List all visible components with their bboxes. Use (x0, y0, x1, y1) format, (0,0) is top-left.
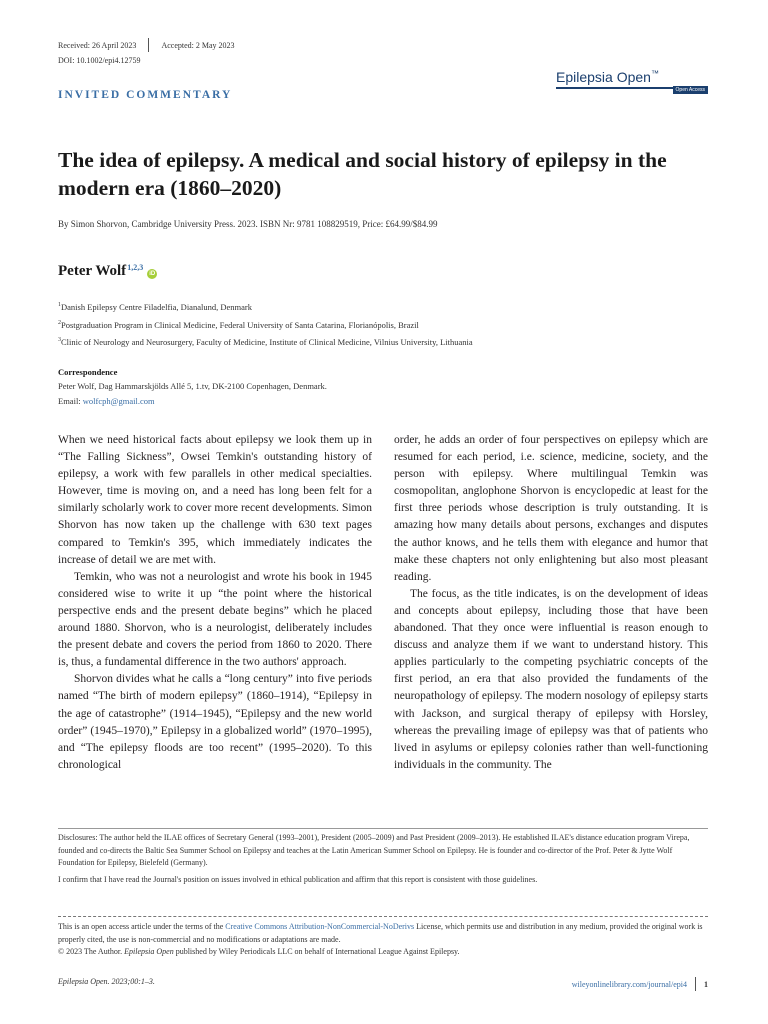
page-footer-right (572, 977, 708, 991)
paragraph: The focus, as the title indicates, is on the development of ideas and concepts about epilepsy, including those that have been abandoned. That they once were influential is reason enough to discuss and analyze them if we want to understand history. This applies particularly to the competing psychiatric concepts of the first period, an era that also provided the fundaments of the neuropathology of epilepsy. The modern nosology of epilepsy starts with Jackson, and surgical therapy of epilepsy with Horsley, whereas the prevailing image of epilepsy was that of patients who lived in asylums or epilepsy colonies rather than well-functioning individuals in the community. The (394, 587, 708, 771)
author-affiliation-refs[interactable]: 1,2,3 (127, 263, 144, 272)
license-link[interactable]: Creative Commons Attribution-NonCommercial-NoDerivs (225, 922, 415, 931)
citation: Epilepsia Open. 2023;00:1–3. (58, 977, 155, 986)
footnote-divider (58, 828, 708, 829)
paragraph: Temkin, who was not a neurologist and wrote his book in 1945 considered wise to write it up “the point where the historical perspective ends and the present debate begins” which he placed around 1880. Shorvon, who is a neurologist, deliberately includes the present debate and covers the period from 1860 to 2020. There is, thus, a fundamental difference in the two authors' approach. (58, 570, 372, 669)
received-date: Received: 26 April 2023 (58, 40, 137, 50)
paragraph: When we need historical facts about epilepsy we look them up in “The Falling Sickness”, Owsei Temkin's outstanding history of epilepsy, a work with few parallels in other medical specialties. However, time is moving on, and a need has long been felt for a similarly scholarly work to cover more recent developments. Simon Shorvon has now taken up the challenge with 630 text pages compared to Temkin's 395, which immediately indicates the increase of detail we are met with. (58, 434, 372, 566)
page-number: 1 (704, 979, 708, 989)
journal-name: Epilepsia Open™ (556, 69, 659, 85)
paragraph: Shorvon divides what he calls a “long century” into five periods named “The birth of modern epilepsy” (1860–1914), “Epilepsy in the age of catastrophe” (1914–1945), “Epilepsy and the new world order” (1945–1970),” Epilepsy in a globalized world” (1970–1995), and “The epilepsy floods are too recent” (1995–2020). To this chronological (58, 673, 372, 771)
body-column-left (58, 432, 372, 774)
license-divider (58, 916, 708, 917)
email-link[interactable]: wolfcph@gmail.com (82, 396, 155, 406)
license-text: This is an open access article under the terms of the Creative Commons Attribution-NonCommercial-NoDerivs License, which permits use and distribution in any medium, provided the original work is properly cited, the use is non-commercial and no modifications or adaptations are made. (58, 922, 703, 944)
doi[interactable]: DOI: 10.1002/epi4.12759 (58, 56, 141, 65)
footnotes (58, 832, 708, 886)
ethics-statement: I confirm that I have read the Journal's position on issues involved in ethical publication and affirm that this report is consistent with those guidelines. (58, 874, 538, 884)
correspondence-email: Email: wolfcph@gmail.com (58, 396, 155, 406)
footer-divider (695, 977, 696, 991)
disclosures: Disclosures: The author held the ILAE offices of Secretary General (1993–2001), President (2005–2009) and Past President (2009–2013). He established ILAE's distance education program Virepa, founded and co-directs the Baltic Sea Summer School on Epilepsy and teaches at the Latin American Summer School on Epilepsy. He is founder and co-director of the Prof. Peter & Jytte Wolf Foundation for Epilepsy, Bielefeld (Germany). (58, 833, 690, 867)
open-access-badge: Open Access (673, 86, 708, 94)
section-label: INVITED COMMENTARY (58, 89, 233, 101)
affiliation-2: $^2$Postgraduation Program in Clinical Medicine, Federal University of Santa Catarina, Florianópolis, Brazil (58, 320, 419, 330)
orcid-icon[interactable]: iD (149, 271, 156, 277)
author-name[interactable]: Peter Wolf (58, 263, 127, 279)
article-title: The idea of epilepsy. A medical and social history of epilepsy in the modern era (1860–2020) (58, 148, 667, 200)
author (58, 263, 157, 280)
affiliation-1: $^1$Danish Epilepsy Centre Filadelfia, Dianalund, Denmark (58, 302, 252, 312)
affiliation-3: $^3$Clinic of Neurology and Neurosurgery, Faculty of Medicine, Institute of Clinical Medicine, Vilnius University, Lithuania (58, 337, 473, 347)
correspondence-address: Peter Wolf, Dag Hammarskjölds Allé 5, 1.tv, DK-2100 Copenhagen, Denmark. (58, 381, 327, 391)
accepted-date: Accepted: 2 May 2023 (161, 40, 235, 50)
body-column-right (394, 432, 708, 774)
journal-logo-bar (556, 87, 708, 93)
book-byline: By Simon Shorvon, Cambridge University Press. 2023. ISBN Nr: 9781 108829519, Price: £64.99/$84.99 (58, 219, 438, 229)
correspondence-heading: Correspondence (58, 367, 118, 377)
journal-url[interactable]: wileyonlinelibrary.com/journal/epi4 (571, 979, 687, 989)
journal-logo (556, 69, 708, 93)
copyright-text: © 2023 The Author. Epilepsia Open published by Wiley Periodicals LLC on behalf of International League Against Epilepsy. (58, 947, 460, 956)
paragraph: order, he adds an order of four perspectives on epilepsy which are resumed for each period, i.e. science, medicine, society, and the person with epilepsy. Where multilingual Temkin was cosmopolitan, anglophone Shorvon is encyclopedic at least for the first three periods whose description is truly outstanding. It is amazing how many details about persons, exchanges and disputes the author knows, and he tells them with elegance and humor that make these chapters not only enlightening but also most pleasant reading. (394, 434, 708, 583)
date-divider (148, 38, 149, 52)
license-block (58, 921, 708, 959)
article-dates (58, 38, 235, 52)
